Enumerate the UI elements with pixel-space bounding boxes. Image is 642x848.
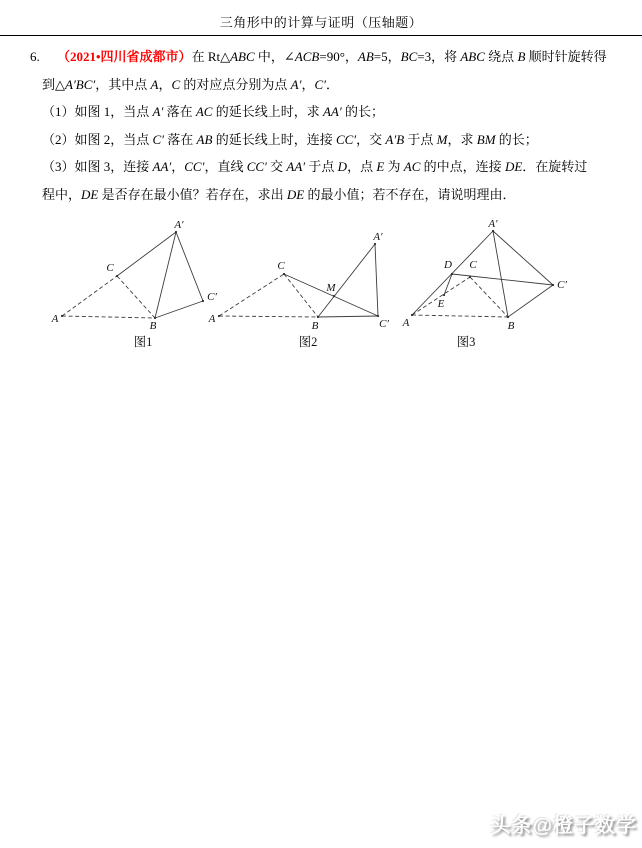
- text-segment: AA′: [152, 159, 172, 175]
- fig3-label-B: B: [507, 320, 515, 332]
- figures-svg: [0, 205, 642, 355]
- fig1-label-Ap: A′: [174, 219, 184, 231]
- fig3-label-Cp: C′: [557, 279, 567, 291]
- figure-2: [208, 231, 390, 349]
- fig2-point-Cp: [377, 315, 379, 317]
- text-segment: 于点: [404, 131, 437, 147]
- problem-lines: [30, 43, 630, 209]
- fig3-point-Ap: [492, 230, 494, 232]
- text-segment: BM: [476, 131, 496, 147]
- fig3-caption: 图3: [456, 335, 476, 349]
- text-segment: （2021•四川省成都市）: [57, 49, 192, 64]
- fig3-edge-B-Cp: [508, 285, 553, 317]
- text-segment: A: [150, 76, 159, 92]
- fig2-point-M: [333, 295, 335, 297]
- text-segment: 交: [266, 159, 287, 175]
- fig2-label-Cp: C′: [379, 318, 389, 330]
- text-segment: ACB: [294, 49, 320, 64]
- text-segment: A′: [290, 76, 302, 92]
- page-header: [0, 0, 642, 36]
- figure-3: [402, 218, 568, 349]
- fig2-edge-B-Cp: [318, 316, 378, 317]
- fig1-label-Cp: C′: [207, 291, 217, 303]
- text-segment: AB: [357, 49, 374, 64]
- text-segment: C′: [314, 76, 326, 92]
- text-segment: 在 Rt△: [191, 49, 231, 64]
- text-segment: C: [171, 76, 181, 92]
- fig2-point-Ap: [374, 243, 376, 245]
- fig3-edge-A-Ap: [412, 231, 493, 315]
- text-segment: AB: [196, 131, 213, 147]
- fig2-label-M: M: [326, 282, 336, 294]
- fig1-edge-A-C: [62, 276, 117, 316]
- text-segment: 的延长线上时，连接: [212, 131, 336, 147]
- fig2-label-Ap: A′: [373, 231, 383, 243]
- fig3-label-E: E: [437, 298, 445, 310]
- problem-line-5: [30, 153, 630, 181]
- fig3-edge-A-B: [412, 315, 508, 317]
- text-segment: 程中，: [42, 186, 82, 202]
- text-segment: ，: [171, 159, 185, 175]
- fig2-label-A: A: [208, 313, 216, 325]
- text-segment: ，直线: [204, 159, 247, 175]
- text-segment: =90°，: [319, 49, 358, 64]
- text-segment: ．: [326, 76, 340, 92]
- text-segment: AA′: [286, 159, 306, 175]
- fig1-label-C: C: [106, 262, 114, 274]
- fig2-edge-A-C: [219, 274, 284, 316]
- fig2-edge-C-B: [284, 274, 318, 317]
- problem-line-2: [30, 71, 630, 99]
- text-segment: AA′: [322, 104, 342, 120]
- text-segment: 的对应点分别为点: [180, 76, 291, 92]
- fig1-label-A: A: [51, 313, 59, 325]
- text-segment: 落在: [164, 131, 197, 147]
- fig2-caption: 图2: [298, 335, 318, 349]
- fig3-label-D: D: [444, 259, 452, 271]
- problem-line-3: [30, 98, 630, 126]
- text-segment: M: [436, 131, 448, 147]
- fig1-edge-C-B: [117, 276, 155, 318]
- fig1-point-Cp: [202, 300, 204, 302]
- fig3-edge-Ap-B: [493, 231, 508, 317]
- text-segment: ，: [301, 76, 315, 92]
- watermark: 头条@橙子数学: [490, 815, 637, 837]
- fig1-caption: 图1: [133, 335, 153, 349]
- text-segment: CC′: [246, 159, 267, 175]
- text-segment: CC′: [335, 131, 357, 147]
- fig3-point-D: [451, 273, 453, 275]
- fig2-point-C: [283, 273, 285, 275]
- fig3-edge-Ap-Cp: [493, 231, 553, 285]
- fig1-edge-Ap-Cp: [176, 232, 203, 301]
- text-segment: ABC: [460, 49, 485, 64]
- fig3-label-Ap: A′: [488, 218, 498, 230]
- text-segment: （3）如图 3，连接: [42, 159, 153, 175]
- text-segment: 的最小值；若不存在，请说明理由．: [304, 186, 516, 202]
- text-segment: CC′: [184, 159, 205, 175]
- text-segment: DE: [81, 186, 99, 202]
- page-title: 三角形中的计算与证明（压轴题）: [219, 15, 423, 30]
- fig3-label-A: A: [402, 317, 410, 329]
- text-segment: AC: [403, 159, 421, 175]
- text-segment: 的中点，连接: [420, 159, 505, 175]
- text-segment: 的延长线上时，求: [212, 104, 323, 120]
- text-segment: ABC: [230, 49, 255, 64]
- text-segment: A′BC′: [65, 76, 96, 92]
- text-segment: 的长；: [495, 131, 538, 147]
- text-segment: 中，∠: [254, 49, 295, 64]
- fig1-point-B: [154, 317, 156, 319]
- problem-number: 6.: [30, 49, 40, 64]
- figure-1: [51, 219, 218, 349]
- text-segment: （1）如图 1，当点: [42, 104, 153, 120]
- problem-section: [30, 37, 630, 209]
- fig1-label-B: B: [149, 320, 157, 332]
- text-segment: 是否存在最小值？若存在，求出: [98, 186, 287, 202]
- fig2-label-B: B: [311, 320, 319, 332]
- fig2-point-B: [317, 316, 319, 318]
- fig2-label-C: C: [277, 260, 285, 272]
- problem-line-1: [30, 43, 630, 71]
- text-segment: ，: [158, 76, 172, 92]
- fig1-point-A: [61, 315, 63, 317]
- text-segment: 的长；: [341, 104, 384, 120]
- text-segment: D: [337, 159, 348, 175]
- fig1-edge-A-B: [62, 316, 155, 318]
- text-segment: ，其中点: [95, 76, 151, 92]
- text-segment: ，点: [347, 159, 377, 175]
- fig2-edge-Cp-Ap: [375, 244, 378, 316]
- fig1-edge-B-Cp: [155, 301, 203, 318]
- text-segment: 为: [384, 159, 404, 175]
- text-segment: AC: [195, 104, 213, 120]
- text-segment: E: [376, 159, 385, 175]
- text-segment: =5，: [373, 49, 401, 64]
- text-segment: =3，将: [417, 49, 461, 64]
- fig3-point-C: [469, 276, 471, 278]
- text-segment: 落在: [163, 104, 196, 120]
- text-segment: DE: [286, 186, 305, 202]
- text-segment: ．在旋转过: [522, 159, 588, 175]
- text-segment: BC: [400, 49, 418, 64]
- text-segment: 绕点: [484, 49, 518, 64]
- text-segment: A′: [152, 104, 164, 120]
- text-segment: 到△: [42, 76, 65, 92]
- fig2-point-A: [218, 315, 220, 317]
- fig3-point-A: [411, 314, 413, 316]
- text-segment: B: [517, 49, 526, 64]
- fig3-point-B: [507, 316, 509, 318]
- fig3-label-C: C: [469, 259, 477, 271]
- problem-line-4: [30, 126, 630, 154]
- text-segment: 顺时针旋转得: [525, 49, 607, 64]
- text-segment: ，交: [356, 131, 386, 147]
- fig3-point-Cp: [552, 284, 554, 286]
- fig2-edge-C-Cp: [284, 274, 378, 316]
- fig1-point-Ap: [175, 231, 177, 233]
- text-segment: 于点: [305, 159, 338, 175]
- fig2-edge-A-B: [219, 316, 318, 317]
- text-segment: A′B: [385, 131, 405, 147]
- fig1-point-C: [116, 275, 118, 277]
- fig2-edge-B-Ap: [318, 244, 375, 317]
- text-segment: DE: [504, 159, 523, 175]
- fig3-point-E: [443, 294, 445, 296]
- text-segment: C′: [152, 131, 165, 147]
- text-segment: ，求: [447, 131, 477, 147]
- text-segment: （2）如图 2，当点: [42, 131, 153, 147]
